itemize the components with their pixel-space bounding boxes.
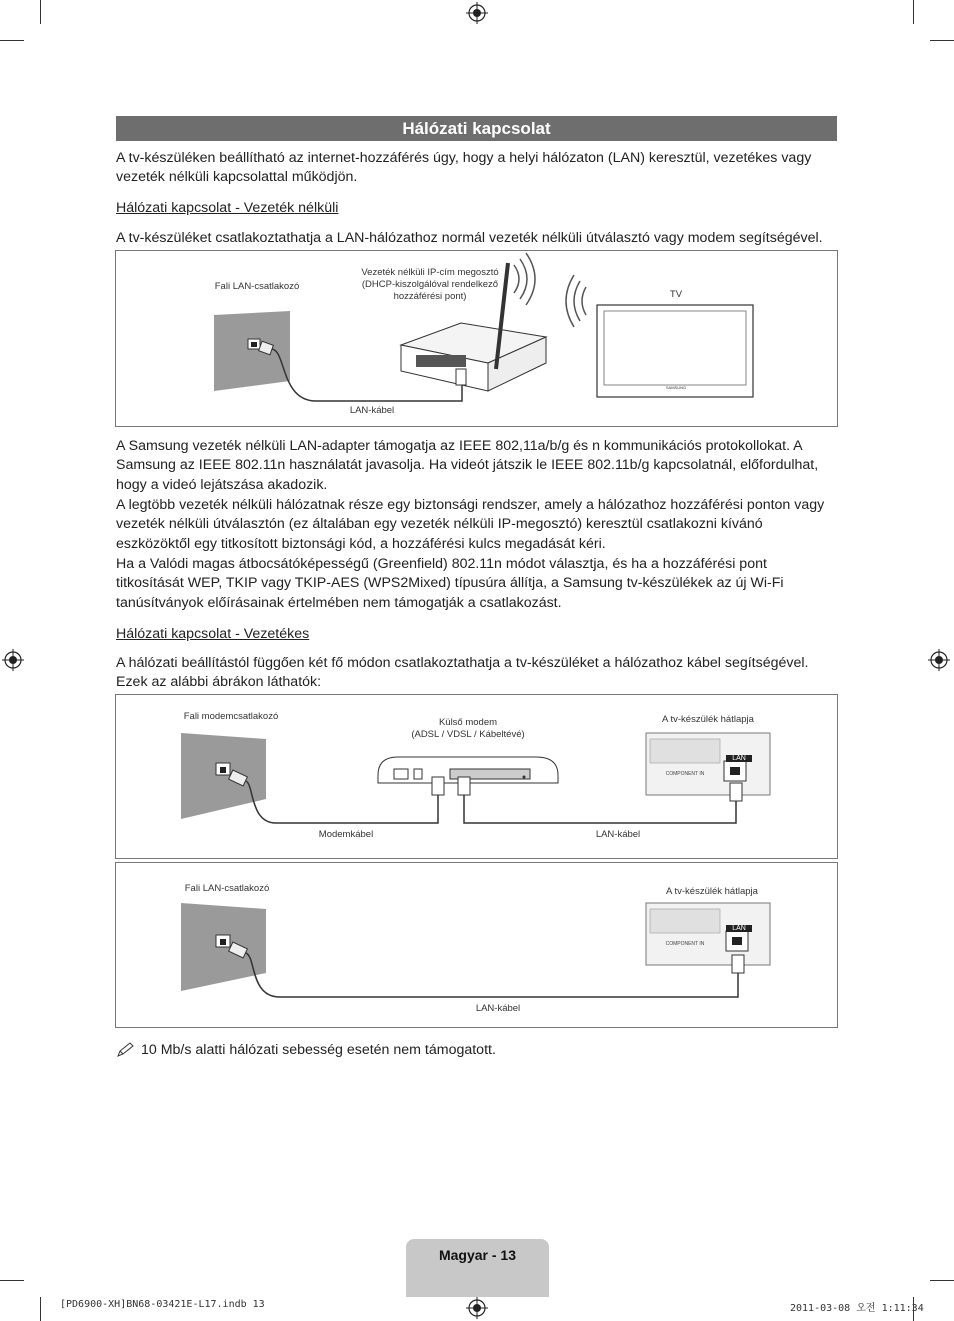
access-point-label-line: (DHCP-kiszolgálóval rendelkező bbox=[361, 279, 499, 290]
tv-back-label: A tv-készülék hátlapja bbox=[666, 886, 758, 897]
component-in-label: COMPONENT IN bbox=[665, 941, 705, 947]
note-text: 10 Mb/s alatti hálózati sebesség esetén nem támogatott. bbox=[141, 1042, 496, 1058]
crop-mark bbox=[930, 1280, 954, 1281]
crop-mark bbox=[0, 1280, 24, 1281]
lan-cable-label: LAN-kábel bbox=[475, 1003, 521, 1014]
wireless-paragraph-1: A Samsung vezeték nélküli LAN-adapter támogatja az IEEE 802,11a/b/g és n kommunikációs protokollokat. A Samsung az IEEE 802.11n használatát javasolja. Ha videót játszik le IEEE 802.11b/g kapcsolatnál, előfordulhat, hogy a videó lejátszása akadozik. bbox=[116, 438, 819, 493]
tv-brand-text: SAMSUNG bbox=[665, 385, 687, 390]
registration-mark-icon bbox=[466, 2, 488, 24]
lan-port-label: LAN bbox=[726, 925, 752, 932]
wall-lan-jack-label: Fali LAN-csatlakozó bbox=[184, 883, 270, 894]
wireless-description: A tv-készüléket csatlakoztathatja a LAN-hálózathoz normál vezeték nélküli útválasztó vagy modem segítségével. bbox=[116, 230, 823, 246]
print-file-info: [PD6900-XH]BN68-03421E-L17.indb 13 bbox=[60, 1299, 265, 1310]
wall-shape bbox=[214, 311, 290, 391]
crop-mark bbox=[40, 1297, 41, 1321]
access-point-label-line: Vezeték nélküli IP-cím megosztó bbox=[361, 267, 499, 278]
external-modem-label-line: Külső modem bbox=[438, 717, 498, 728]
tv-label: TV bbox=[669, 289, 683, 300]
registration-mark-icon bbox=[2, 649, 24, 671]
crop-mark bbox=[913, 0, 914, 24]
wall-shape bbox=[181, 733, 266, 819]
registration-mark-icon bbox=[466, 1297, 488, 1319]
crop-mark bbox=[930, 40, 954, 41]
wall-modem-jack-label: Fali modemcsatlakozó bbox=[183, 711, 279, 722]
component-in-label: COMPONENT IN bbox=[665, 771, 705, 777]
external-modem-label-line: (ADSL / VDSL / Kábeltévé) bbox=[411, 729, 525, 740]
crop-mark bbox=[40, 0, 41, 24]
lan-cable-label: LAN-kábel bbox=[595, 829, 641, 840]
wired-diagram-lan bbox=[115, 862, 838, 1028]
wireless-paragraph-2: A legtöbb vezeték nélküli hálózatnak része egy biztonsági rendszer, amely a hálózathoz hozzáférési ponton vagy vezeték nélküli útválasztón (ez általában egy vezeték nélküli IP-megosztó) keresztül csatlakozni kívánó eszközöktől egy titkosított biztonsági kód, a hozzáférési kulcs megadását kéri. bbox=[116, 497, 825, 552]
tv-back-label: A tv-készülék hátlapja bbox=[662, 714, 754, 725]
wireless-paragraph-3: Ha a Valódi magas átbocsátóképességű (Greenfield) 802.11n módot választja, és ha a hozzáférési pont titkosítását WEP, TKIP vagy TKIP-AES (WPS2Mixed) típusúra állítja, a Samsung tv-készülékek az új Wi-Fi tanúsítványok előírásainak értelmében nem támogatják a csatlakozást. bbox=[116, 556, 784, 611]
wired-description: A hálózati beállítástól függően két fő módon csatlakoztathatja a tv-készüléket a hálózathoz kábel segítségével. Ezek az alábbi ábrákon láthatók: bbox=[116, 655, 809, 691]
registration-mark-icon bbox=[928, 649, 950, 671]
access-point-label-line: hozzáférési pont) bbox=[393, 291, 467, 302]
pencil-note-icon bbox=[116, 1042, 136, 1058]
print-date-info: 2011-03-08 오전 1:11:34 bbox=[790, 1303, 924, 1314]
crop-mark bbox=[0, 40, 24, 41]
wired-heading: Hálózati kapcsolat - Vezetékes bbox=[116, 626, 310, 642]
wireless-heading: Hálózati kapcsolat - Vezeték nélküli bbox=[116, 200, 339, 216]
modem-cable-line bbox=[246, 781, 438, 823]
external-modem-label bbox=[388, 717, 548, 741]
wall-lan-jack-label: Fali LAN-csatlakozó bbox=[214, 281, 300, 292]
access-point-label bbox=[330, 267, 530, 303]
modem-cable-label: Modemkábel bbox=[318, 829, 374, 840]
lan-cable-label: LAN-kábel bbox=[349, 405, 395, 416]
section-title: Hálózati kapcsolat bbox=[116, 116, 837, 141]
wireless-diagram bbox=[115, 250, 838, 427]
wired-diagram-modem bbox=[115, 694, 838, 859]
lan-port-label: LAN bbox=[726, 755, 752, 762]
page-number-tab: Magyar - 13 bbox=[406, 1239, 549, 1297]
intro-paragraph: A tv-készüléken beállítható az internet-hozzáférés úgy, hogy a helyi hálózaton (LAN) keresztül, vezetékes vagy vezeték nélküli kapcsolattal működjön. bbox=[116, 150, 812, 186]
